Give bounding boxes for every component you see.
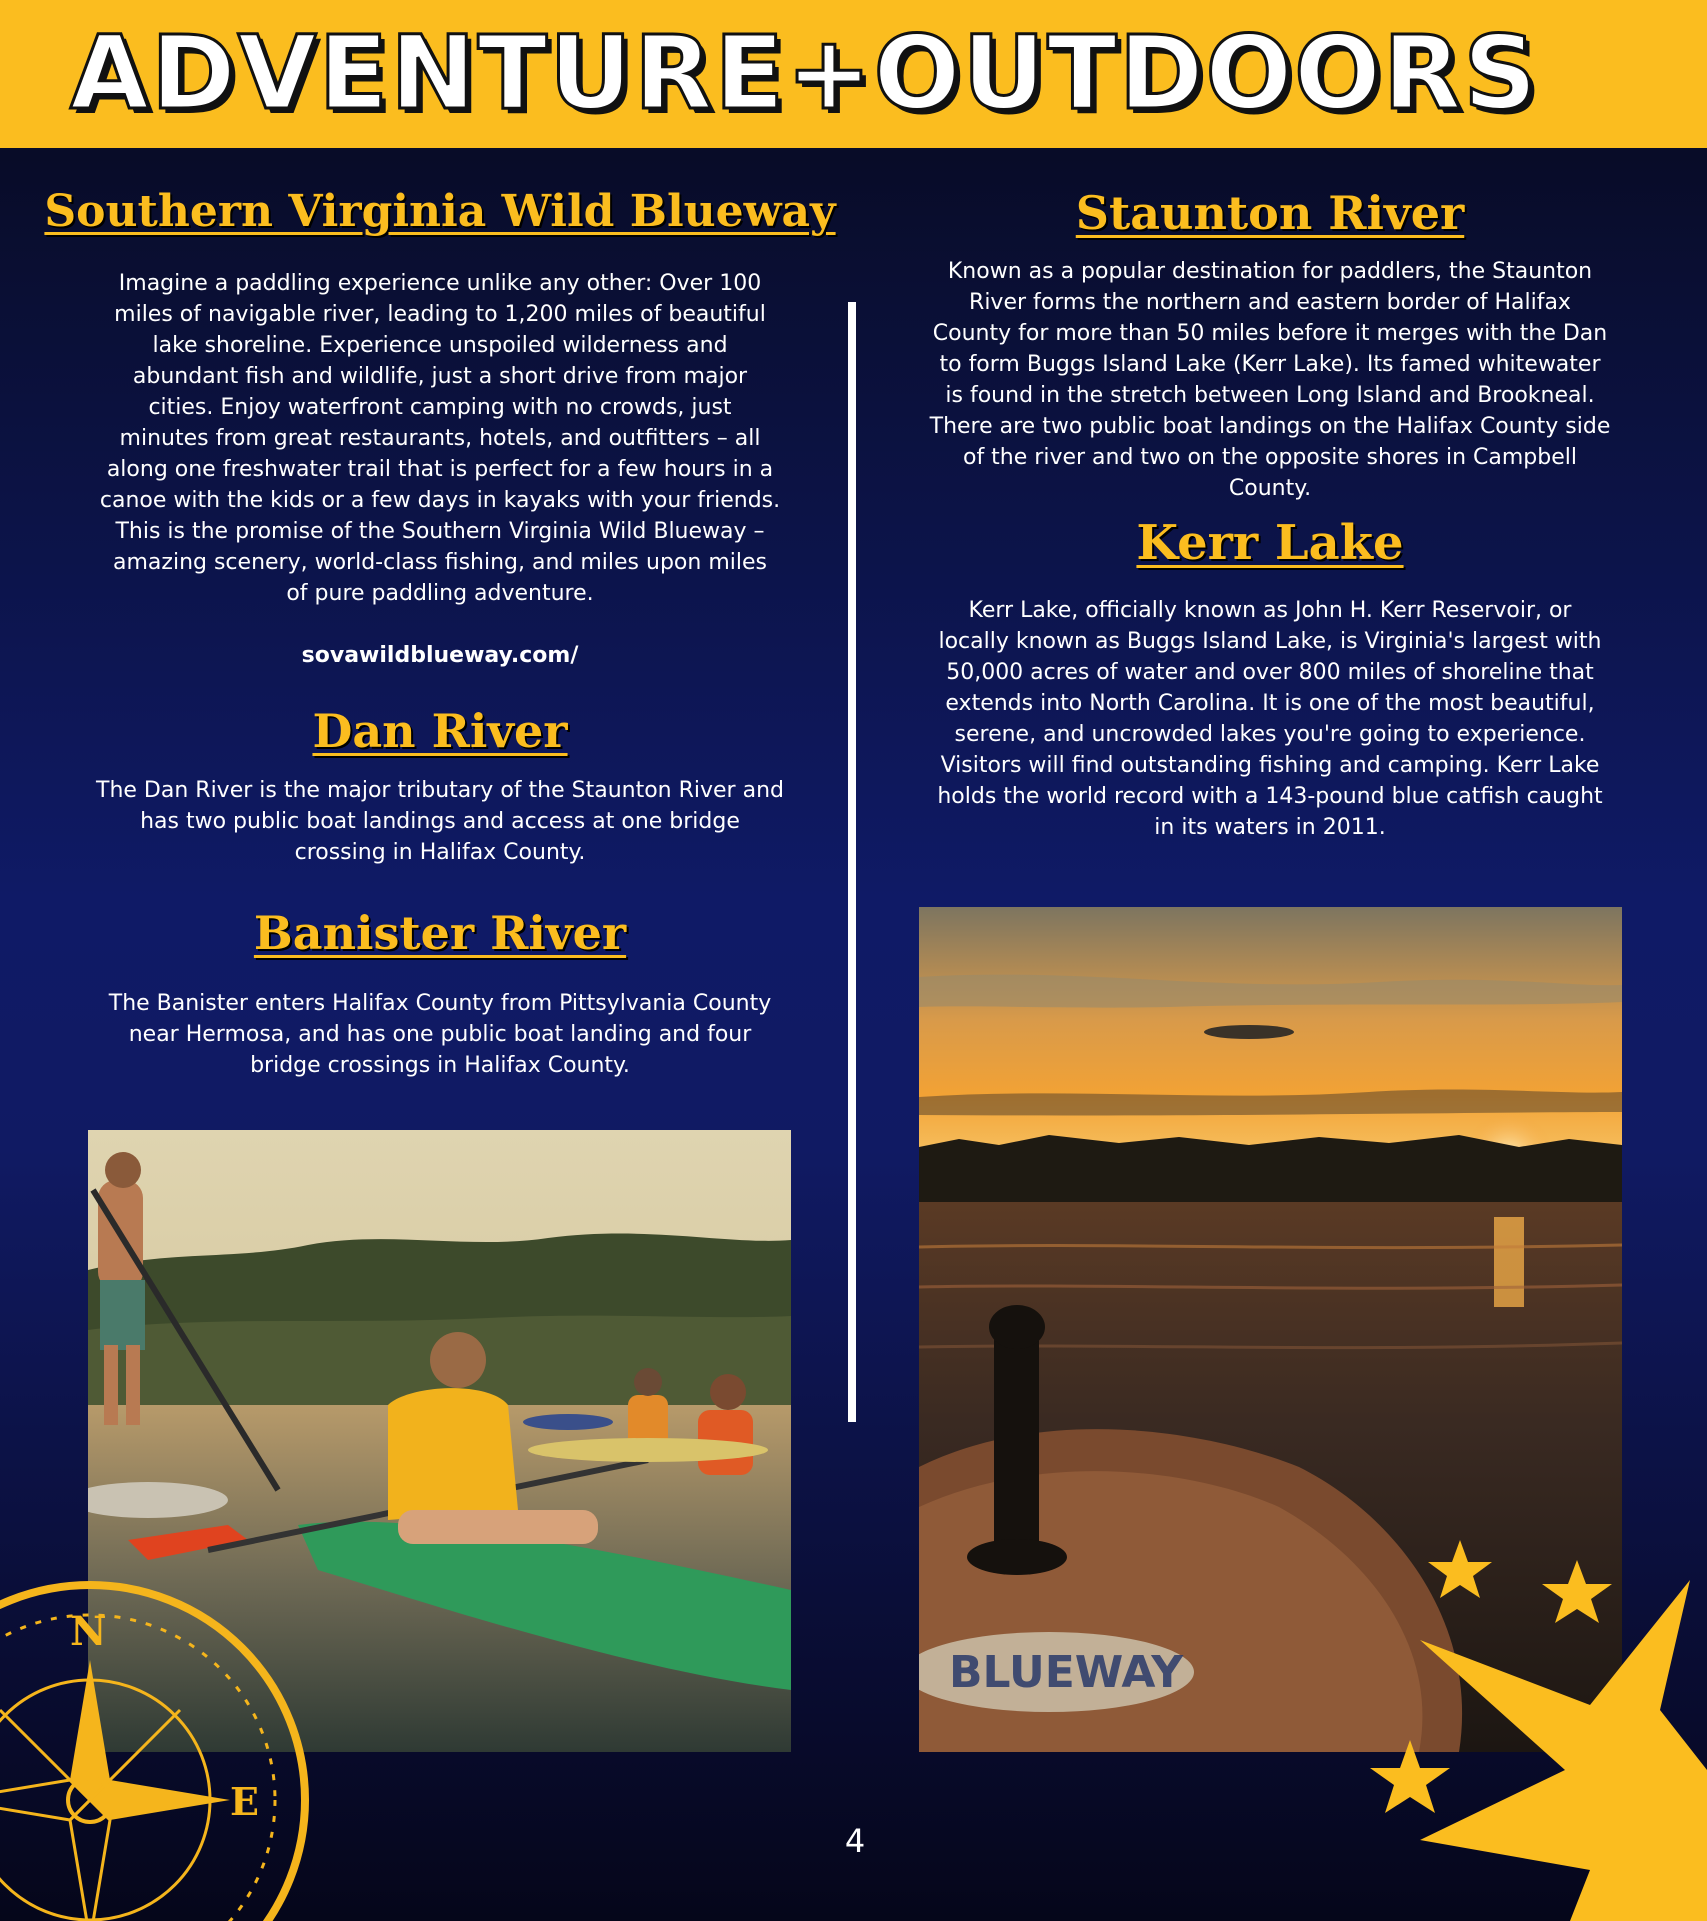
heading-wild-blueway: Southern Virginia Wild Blueway	[44, 186, 836, 237]
heading-staunton-river: Staunton River	[1075, 186, 1465, 240]
compass-east-label: E	[230, 1779, 259, 1824]
heading-kerr-lake: Kerr Lake	[1136, 515, 1404, 571]
compass-north-label: N	[70, 1608, 107, 1655]
header-banner	[0, 0, 1707, 148]
compass-icon	[0, 1570, 330, 1921]
stars-decoration	[1340, 1540, 1707, 1921]
page-number: 4	[844, 1822, 866, 1860]
dan-river-body: The Dan River is the major tributary of the Staunton River and has two public boat landings and access at one bridge crossing in Halifax County.	[96, 778, 784, 865]
compass-decoration	[0, 1570, 330, 1921]
heading-dan-river: Dan River	[312, 704, 568, 758]
star-icon	[1542, 1560, 1612, 1623]
kayak-board-text: BLUEWAY	[949, 1647, 1184, 1698]
column-divider	[848, 302, 856, 1422]
star-icon	[1428, 1540, 1492, 1598]
wild-blueway-body: Imagine a paddling experience unlike any other: Over 100 miles of navigable river, leading to 1,200 miles of beautiful lake shoreline. Experience unspoiled wilderness and abundant fish and wildlife, just a short drive from major cities. Enjoy waterfront camping with no crowds, just minutes from great restaurants, hotels, and outfitters – all along one freshwater trail that is perfect for a few hours in a canoe with the kids or a few days in kayaks with your friends. This is the promise of the Southern Virginia Wild Blueway – amazing scenery, world-class fishing, and miles upon miles of pure paddling adventure.	[99, 271, 781, 606]
star-icon	[1370, 1740, 1450, 1813]
staunton-river-body: Known as a popular destination for paddlers, the Staunton River forms the northern and eastern border of Halifax County for more than 50 miles before it merges with the Dan to form Buggs Island Lake (Kerr Lake). Its famed whitewater is found in the stretch between Long Island and Brookneal. There are two public boat landings on the Halifax County side of the river and two on the opposite shores in Campbell County.	[929, 259, 1611, 501]
banister-river-body: The Banister enters Halifax County from Pittsylvania County near Hermosa, and has one public boat landing and four bridge crossings in Halifax County.	[108, 991, 772, 1078]
heading-banister-river: Banister River	[253, 906, 627, 960]
star-icon	[1420, 1580, 1707, 1921]
kerr-lake-body: Kerr Lake, officially known as John H. Kerr Reservoir, or locally known as Buggs Island Lake, is Virginia's largest with 50,000 acres of water and over 800 miles of shoreline that extends into North Carolina. It is one of the most beautiful, serene, and uncrowded lakes you're going to experience. Visitors will find outstanding fishing and camping. Kerr Lake holds the world record with a 143-pound blue catfish caught in its waters in 2011.	[937, 598, 1603, 840]
wild-blueway-link[interactable]: sovawildblueway.com/	[301, 643, 579, 668]
page-title: ADVENTURE+OUTDOORS	[70, 14, 1539, 133]
